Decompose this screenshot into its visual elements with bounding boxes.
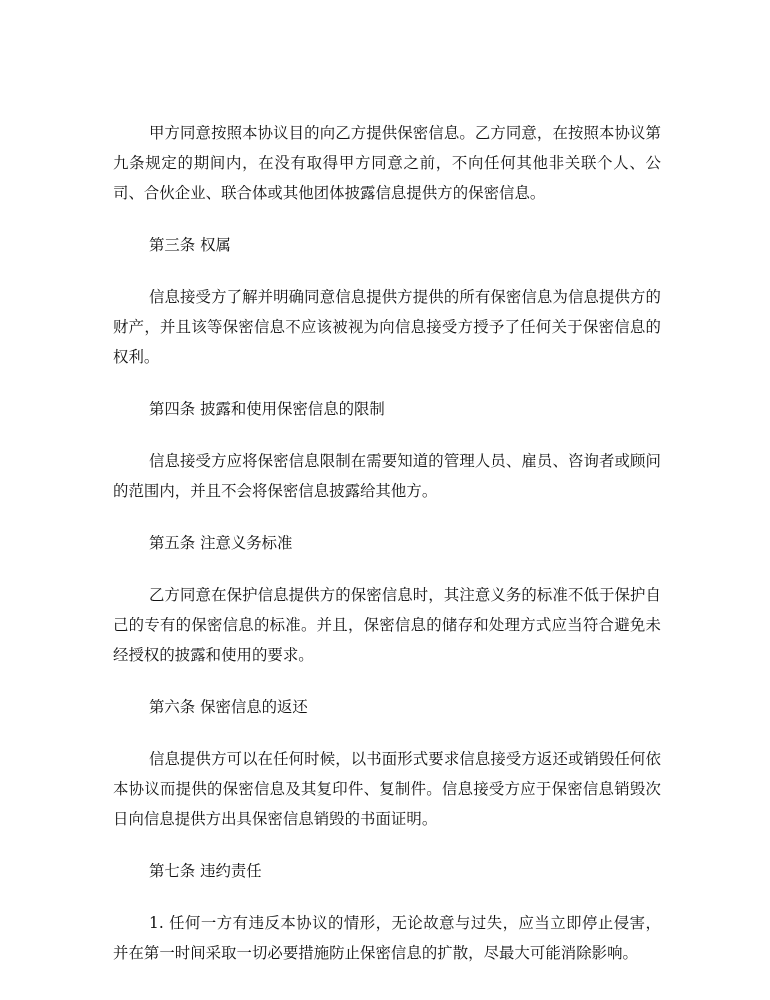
heading-article-4: 第四条 披露和使用保密信息的限制 [149, 400, 385, 418]
heading-article-3: 第三条 权属 [149, 236, 231, 254]
paragraph-breach-liability-1: 1. 任何一方有违反本协议的情形，无论故意与过失，应当立即停止侵害，并在第一时间采取一切必要措施防止保密信息的扩散，尽最大可能消除影响。 [113, 914, 661, 962]
heading-article-7: 第七条 违约责任 [149, 862, 262, 880]
paragraph-ownership: 信息接受方了解并明确同意信息提供方提供的所有保密信息为信息提供方的财产，并且该等保密信息不应该被视为向信息接受方授予了任何关于保密信息的权利。 [113, 288, 661, 366]
paragraph-return-of-information: 信息提供方可以在任何时候，以书面形式要求信息接受方返还或销毁任何依本协议而提供的保密信息及其复印件、复制件。信息接受方应于保密信息销毁次日向信息提供方出具保密信息销毁的书面证明。 [113, 750, 661, 828]
paragraph-disclosure-consent: 甲方同意按照本协议目的向乙方提供保密信息。乙方同意，在按照本协议第九条规定的期间内，在没有取得甲方同意之前，不向任何其他非关联个人、公司、合伙企业、联合体或其他团体披露信息提供方的保密信息。 [113, 124, 661, 202]
heading-article-5: 第五条 注意义务标准 [149, 534, 293, 552]
paragraph-disclosure-limits: 信息接受方应将保密信息限制在需要知道的管理人员、雇员、咨询者或顾问的范围内，并且不会将保密信息披露给其他方。 [113, 452, 661, 500]
paragraph-duty-of-care: 乙方同意在保护信息提供方的保密信息时，其注意义务的标准不低于保护自己的专有的保密信息的标准。并且，保密信息的储存和处理方式应当符合避免未经授权的披露和使用的要求。 [113, 586, 661, 664]
heading-article-6: 第六条 保密信息的返还 [149, 698, 308, 716]
document-body [113, 118, 661, 968]
